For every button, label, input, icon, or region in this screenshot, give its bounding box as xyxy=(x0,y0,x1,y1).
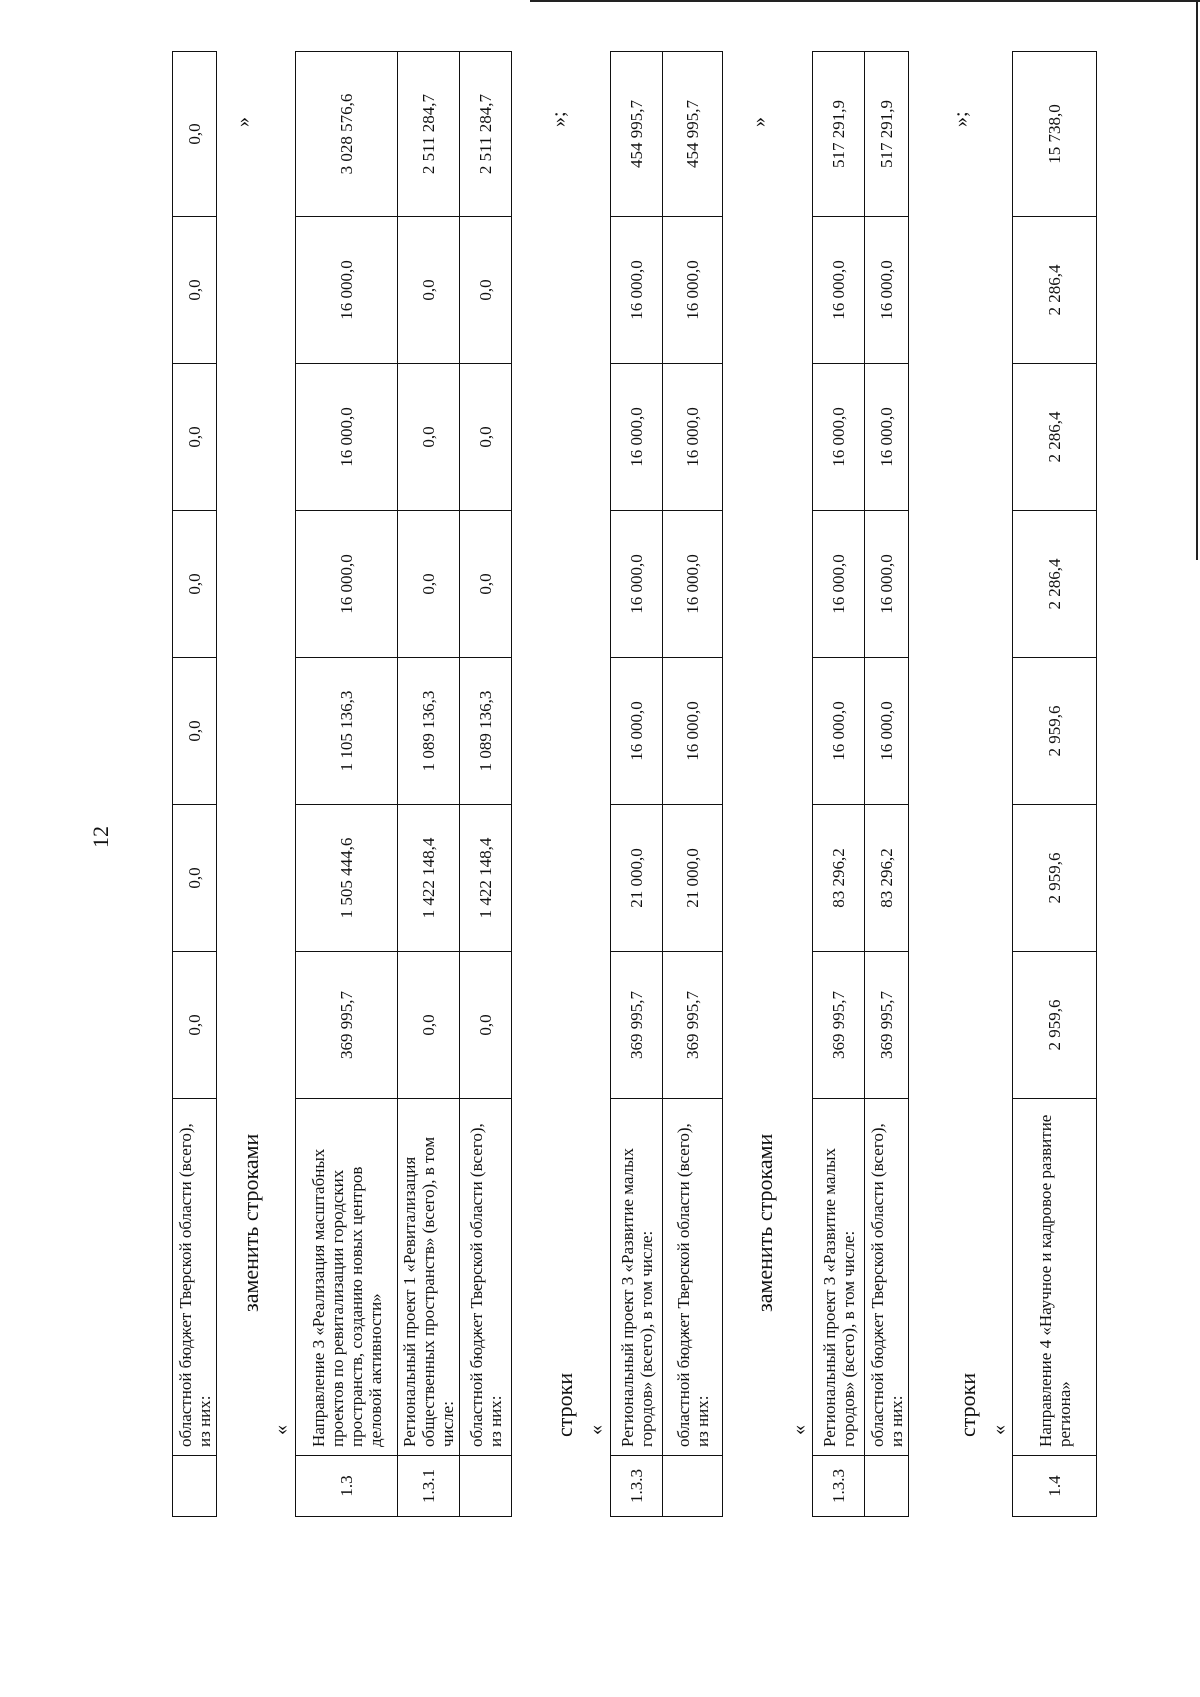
row-name-cell: областной бюджет Тверской области (всего), из них: xyxy=(865,1099,909,1456)
value-cell: 21 000,0 xyxy=(611,805,663,952)
value-cell: 16 000,0 xyxy=(865,511,909,658)
value-cell: 369 995,7 xyxy=(813,952,865,1099)
value-cell: 16 000,0 xyxy=(865,364,909,511)
table-row xyxy=(173,52,217,1517)
value-cell: 369 995,7 xyxy=(296,952,398,1099)
value-cell: 21 000,0 xyxy=(663,805,723,952)
page-number: 12 xyxy=(88,826,113,848)
value-cell: 2 959,6 xyxy=(1013,952,1097,1099)
row-name-cell: областной бюджет Тверской области (всего), из них: xyxy=(663,1099,723,1456)
table-project-3-new xyxy=(812,51,909,1517)
row-name-cell: областной бюджет Тверской области (всего), из них: xyxy=(173,1099,217,1456)
value-cell: 16 000,0 xyxy=(813,217,865,364)
value-cell: 3 028 576,6 xyxy=(296,52,398,217)
value-cell: 369 995,7 xyxy=(611,952,663,1099)
value-cell: 16 000,0 xyxy=(296,364,398,511)
row-name-cell: Направление 4 «Научное и кадровое развитие региона» xyxy=(1013,1099,1097,1456)
value-cell: 0,0 xyxy=(460,217,512,364)
value-cell: 2 511 284,7 xyxy=(460,52,512,217)
value-cell: 16 000,0 xyxy=(813,364,865,511)
row-name-cell: областной бюджет Тверской области (всего), из них: xyxy=(460,1099,512,1456)
value-cell: 16 000,0 xyxy=(663,658,723,805)
table-row xyxy=(865,52,909,1517)
table-row xyxy=(1013,52,1097,1517)
value-cell: 16 000,0 xyxy=(865,217,909,364)
value-cell: 16 000,0 xyxy=(611,217,663,364)
value-cell: 1 422 148,4 xyxy=(398,805,460,952)
table-row xyxy=(398,52,460,1517)
value-cell: 2 286,4 xyxy=(1013,217,1097,364)
row-number-cell xyxy=(460,1456,512,1517)
row-number-cell xyxy=(865,1456,909,1517)
value-cell: 2 511 284,7 xyxy=(398,52,460,217)
open-quote: « xyxy=(585,1425,607,1435)
table-direction-4 xyxy=(1012,51,1097,1517)
value-cell: 369 995,7 xyxy=(865,952,909,1099)
table-project-3-old xyxy=(610,51,723,1517)
table-row xyxy=(296,52,398,1517)
value-cell: 454 995,7 xyxy=(611,52,663,217)
value-cell: 16 000,0 xyxy=(865,658,909,805)
open-quote: « xyxy=(988,1425,1010,1435)
value-cell: 16 000,0 xyxy=(813,511,865,658)
value-cell: 16 000,0 xyxy=(663,364,723,511)
replace-with-rows-label: заменить строками xyxy=(752,1133,777,1312)
value-cell: 454 995,7 xyxy=(663,52,723,217)
value-cell: 0,0 xyxy=(173,952,217,1099)
row-number-cell xyxy=(663,1456,723,1517)
value-cell: 16 000,0 xyxy=(611,658,663,805)
open-quote: « xyxy=(270,1425,292,1435)
value-cell: 517 291,9 xyxy=(813,52,865,217)
value-cell: 1 505 444,6 xyxy=(296,805,398,952)
value-cell: 2 286,4 xyxy=(1013,511,1097,658)
value-cell: 15 738,0 xyxy=(1013,52,1097,217)
value-cell: 0,0 xyxy=(460,364,512,511)
row-number-cell: 1.3.3 xyxy=(611,1456,663,1517)
value-cell: 0,0 xyxy=(173,52,217,217)
close-quote: » xyxy=(748,117,770,127)
table-direction-3 xyxy=(295,51,512,1517)
row-number-cell: 1.3.3 xyxy=(813,1456,865,1517)
replace-with-rows-label: заменить строками xyxy=(238,1133,263,1312)
close-quote-semicolon: »; xyxy=(548,111,570,127)
row-number-cell: 1.4 xyxy=(1013,1456,1097,1517)
value-cell: 16 000,0 xyxy=(663,511,723,658)
value-cell: 2 959,6 xyxy=(1013,805,1097,952)
table-row xyxy=(460,52,512,1517)
value-cell: 1 422 148,4 xyxy=(460,805,512,952)
open-quote: « xyxy=(788,1425,810,1435)
value-cell: 0,0 xyxy=(398,511,460,658)
value-cell: 0,0 xyxy=(173,805,217,952)
value-cell: 1 105 136,3 xyxy=(296,658,398,805)
table-continuation xyxy=(172,51,217,1517)
value-cell: 0,0 xyxy=(173,364,217,511)
value-cell: 16 000,0 xyxy=(296,511,398,658)
value-cell: 2 959,6 xyxy=(1013,658,1097,805)
value-cell: 16 000,0 xyxy=(813,658,865,805)
value-cell: 2 286,4 xyxy=(1013,364,1097,511)
close-quote-semicolon: »; xyxy=(950,111,972,127)
value-cell: 0,0 xyxy=(398,217,460,364)
value-cell: 0,0 xyxy=(398,364,460,511)
row-number-cell: 1.3.1 xyxy=(398,1456,460,1517)
row-name-cell: Направление 3 «Реализация масштабных проектов по ревитализации городских пространств, созданию новых центров деловой активности» xyxy=(296,1099,398,1456)
value-cell: 0,0 xyxy=(173,511,217,658)
rows-label: строки xyxy=(955,1372,980,1437)
value-cell: 83 296,2 xyxy=(813,805,865,952)
value-cell: 0,0 xyxy=(398,952,460,1099)
row-number-cell: 1.3 xyxy=(296,1456,398,1517)
rows-label: строки xyxy=(552,1372,577,1437)
value-cell: 1 089 136,3 xyxy=(398,658,460,805)
value-cell: 369 995,7 xyxy=(663,952,723,1099)
table-row xyxy=(813,52,865,1517)
value-cell: 1 089 136,3 xyxy=(460,658,512,805)
value-cell: 0,0 xyxy=(460,952,512,1099)
value-cell: 83 296,2 xyxy=(865,805,909,952)
value-cell: 0,0 xyxy=(173,217,217,364)
value-cell: 0,0 xyxy=(460,511,512,658)
value-cell: 16 000,0 xyxy=(296,217,398,364)
row-number-cell xyxy=(173,1456,217,1517)
value-cell: 0,0 xyxy=(173,658,217,805)
value-cell: 16 000,0 xyxy=(611,511,663,658)
close-quote: » xyxy=(232,117,254,127)
row-name-cell: Региональный проект 3 «Развитие малых городов» (всего), в том числе: xyxy=(611,1099,663,1456)
table-row xyxy=(663,52,723,1517)
row-name-cell: Региональный проект 1 «Ревитализация общественных пространств» (всего), в том числе: xyxy=(398,1099,460,1456)
value-cell: 517 291,9 xyxy=(865,52,909,217)
value-cell: 16 000,0 xyxy=(611,364,663,511)
value-cell: 16 000,0 xyxy=(663,217,723,364)
table-row xyxy=(611,52,663,1517)
row-name-cell: Региональный проект 3 «Развитие малых городов» (всего), в том числе: xyxy=(813,1099,865,1456)
